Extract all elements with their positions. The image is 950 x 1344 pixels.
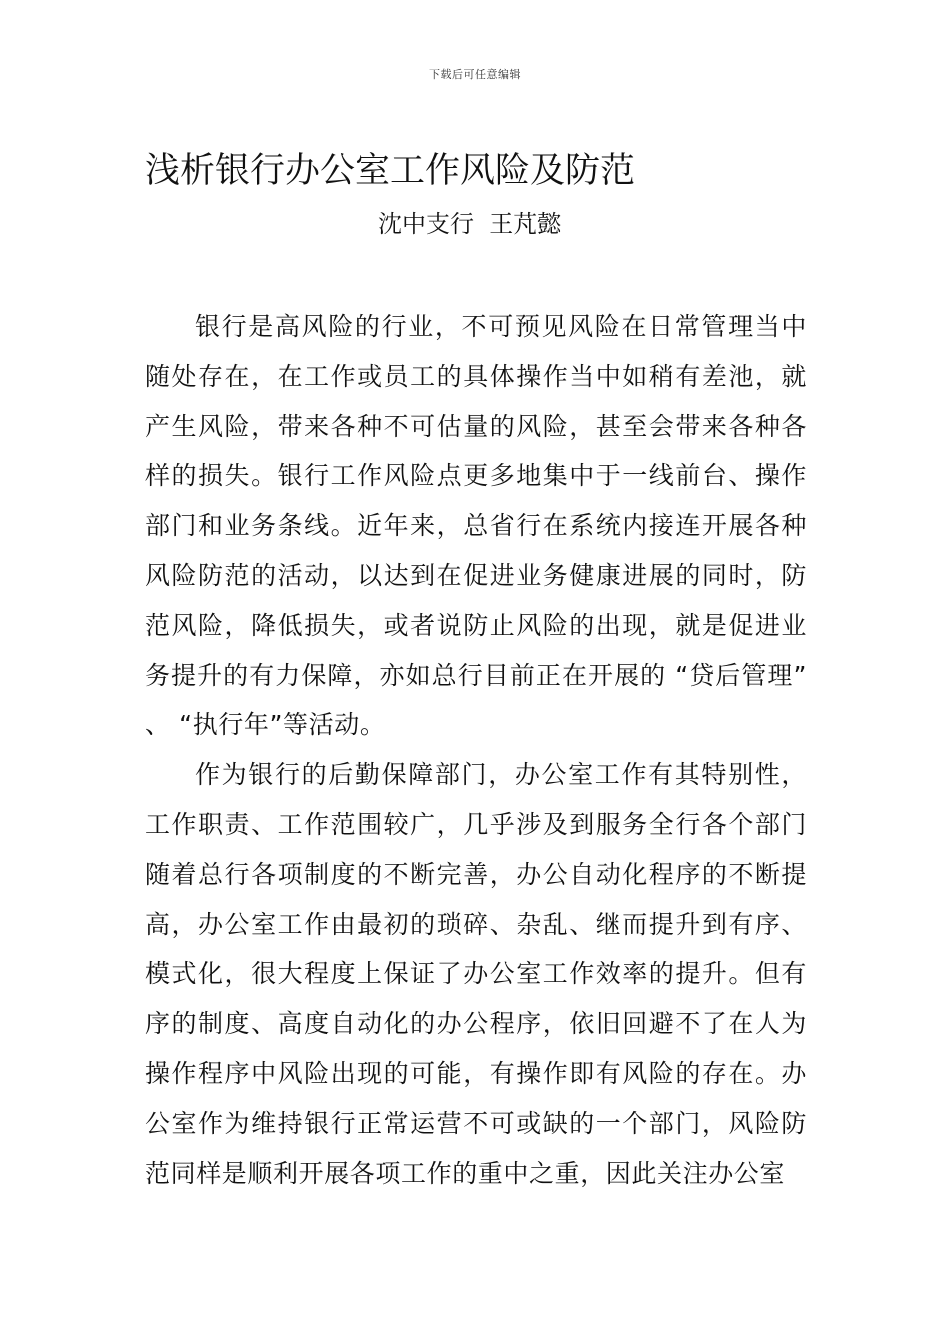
header-note: 下载后可任意编辑 (429, 68, 521, 81)
paragraph-1: 银行是高风险的行业，不可预见风险在日常管理当中随处存在，在工作或员工的具体操作当中如稍有差池，就产生风险，带来各种不可估量的风险，甚至会带来各种各样的损失。银行工作风险点更多地集中于一线前台、操作部门和业务条线。近年来，总省行在系统内接连开展各种风险防范的活动，以达到在促进业务健康进展的同时，防范风险，降低损失，或者说防止风险的出现，就是促进业务提升的有力保障，亦如总行目前正在开展的 “贷后管理” 、 “执行年”等活动。 (145, 312, 807, 740)
document-title: 浅析银行办公室工作风险及防范 (145, 151, 636, 191)
document-body (145, 302, 807, 1198)
author-byline: 沈中支行 王芃懿 (378, 210, 562, 238)
paragraph-2: 作为银行的后勤保障部门，办公室工作有其特别性，工作职责、工作范围较广，几乎涉及到服务全行各个部门随着总行各项制度的不断完善，办公自动化程序的不断提高，办公室工作由最初的琐碎、杂乱、继而提升到有序、模式化，很大程度上保证了办公室工作效率的提升。但有序的制度、高度自动化的办公程序，依旧回避不了在人为操作程序中风险出现的可能，有操作即有风险的存在。办公室作为维持银行正常运营不可或缺的一个部门，风险防范同样是顺利开展各项工作的重中之重，因此关注办公室 (145, 760, 807, 1188)
